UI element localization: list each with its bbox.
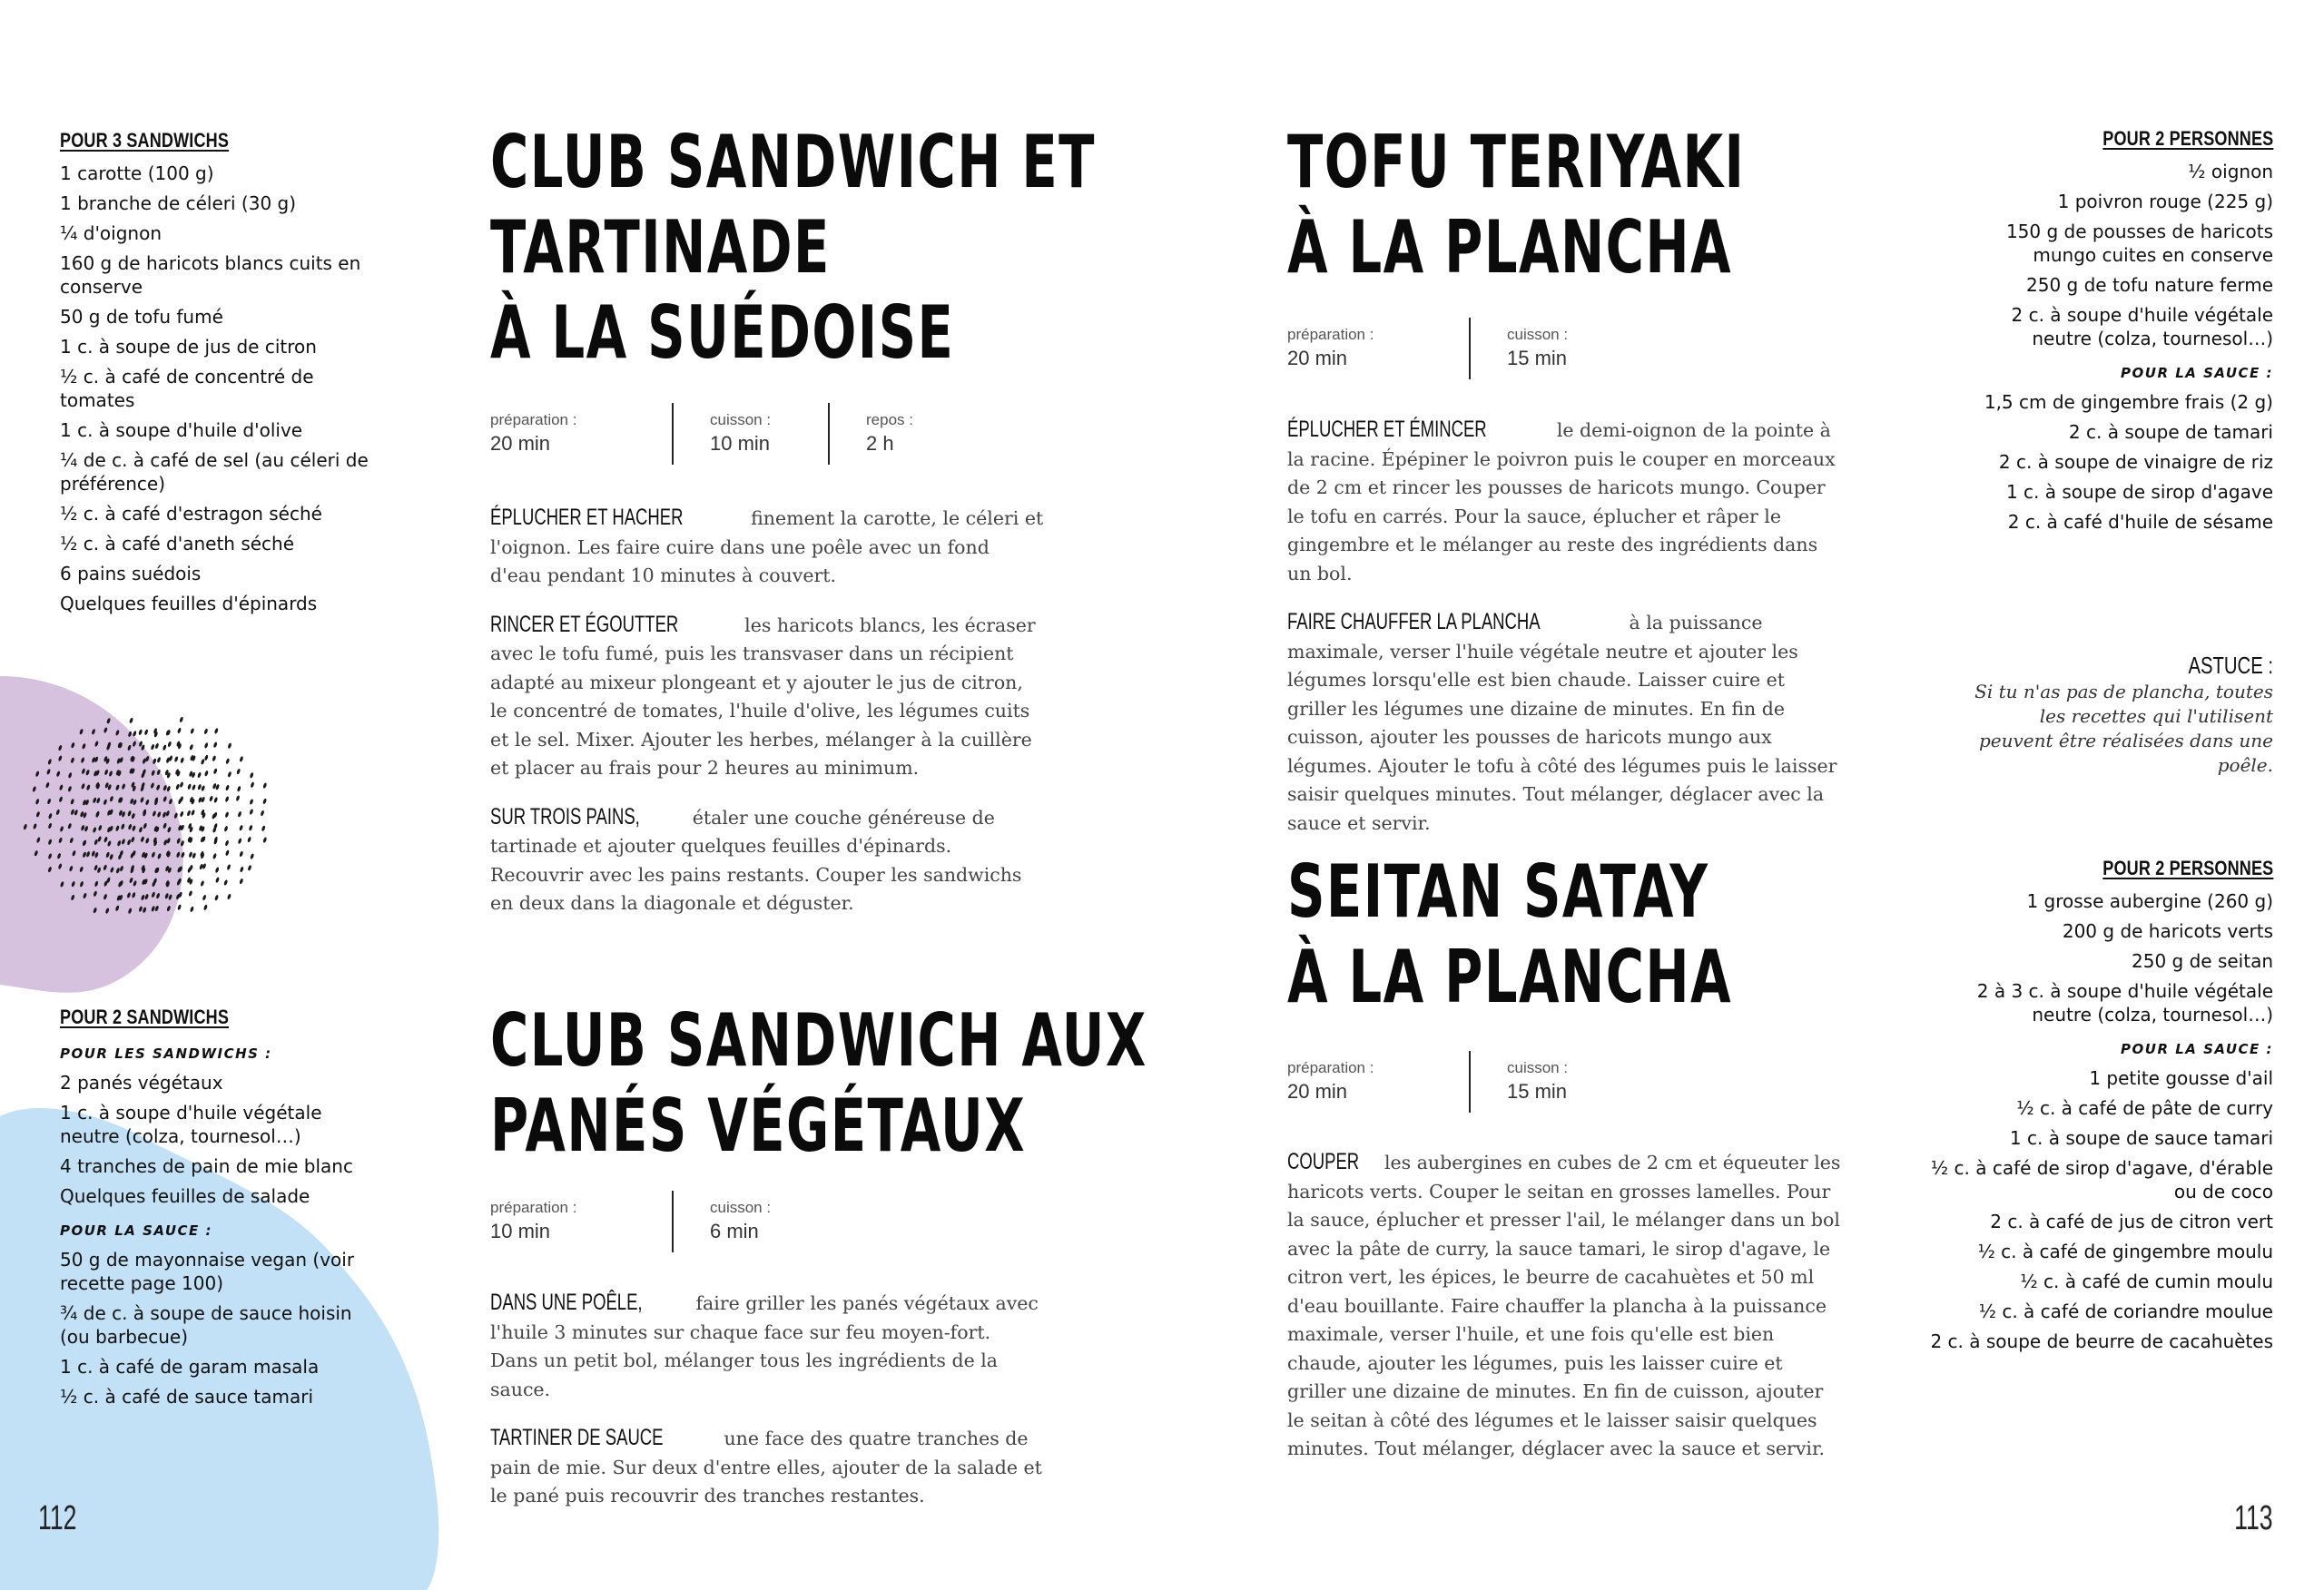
ingredient-item: 1 c. à soupe de sirop d'agave	[2005, 481, 2273, 503]
title-line: TARTINADE	[490, 205, 831, 290]
step-text: les haricots blancs, les écraser avec le tofu fumé, puis les transvaser dans un récipient adapté au mixeur plongeant et y ajouter le jus de citron, le concentré de tomates, l'huile d'olive, les légumes cuits et le sel. Mixer. Ajouter les herbes, mélanger à la cuillère et placer au frais pour 2 heures au minimum.	[490, 613, 1036, 779]
ingredient-item: 250 g de tofu nature ferme	[2026, 274, 2273, 296]
ingredients-subheader: POUR LA SAUCE :	[2121, 1041, 2273, 1057]
meta-label: préparation :	[1287, 326, 1374, 343]
ingredient-item: 4 tranches de pain de mie blanc	[60, 1155, 353, 1177]
ingredient-item: 2 à 3 c. à soupe d'huile végétale neutre (colza, tournesol…)	[1976, 980, 2273, 1026]
ingredients-list	[60, 1071, 378, 1208]
meta-value: 20 min	[1287, 1080, 1348, 1103]
ingredient-item: 1 petite gousse d'ail	[2089, 1067, 2273, 1089]
recipe-title-tofu	[1287, 120, 1745, 290]
ingredient-item: ¾ de c. à soupe de sauce hoisin (ou barbecue)	[60, 1302, 352, 1348]
meta-cell	[1287, 1051, 1469, 1113]
ingredient-item: ½ oignon	[2188, 161, 2273, 182]
recipe-title-seitan	[1287, 849, 1732, 1020]
ingredient-item: 250 g de seitan	[2132, 950, 2273, 972]
recipe-meta-tofu	[1287, 318, 1625, 379]
recipe-meta-seitan	[1287, 1051, 1625, 1113]
recipe-step	[1287, 416, 1846, 588]
tip-box	[1965, 652, 2273, 778]
ingredients-tofu	[1946, 127, 2273, 540]
ingredients-swedish	[60, 129, 369, 622]
meta-cell	[828, 403, 984, 465]
ingredients-subheader: POUR LA SAUCE :	[2121, 365, 2273, 381]
ingredient-item: 1 carotte (100 g)	[60, 162, 214, 184]
meta-cell	[1287, 318, 1469, 379]
ingredients-header: POUR 2 PERSONNES	[2102, 857, 2273, 879]
recipe-steps-panes	[490, 1289, 1044, 1531]
title-line: CLUB SANDWICH ET	[490, 120, 1096, 204]
title-line: À LA SUÉDOISE	[490, 290, 955, 375]
meta-cell	[672, 1191, 828, 1252]
purple-circle-shape	[0, 676, 183, 993]
meta-value: 15 min	[1507, 347, 1568, 369]
meta-label: cuisson :	[710, 1199, 772, 1216]
ingredient-item: ½ c. à café de sirop d'agave, d'érable ou de coco	[1930, 1157, 2273, 1202]
step-lead: SUR TROIS PAINS,	[490, 803, 640, 829]
step-text: les aubergines en cubes de 2 cm et équeuter les haricots verts. Couper le seitan en grosses lamelles. Pour la sauce, éplucher et presser l'ail, le mélanger dans un bol avec la pâte de curry, la sauce tamari, le sirop d'agave, le citron vert, les épices, le beurre de cacahuètes et 50 ml d'eau bouillante. Faire chauffer la plancha à la puissance maximale, verser l'huile, et une fois qu'elle est bien chaude, ajouter les légumes, puis les laisser cuire et griller une dizaine de minutes. En fin de cuisson, ajouter le seitan à côté des légumes et le laisser saisir quelques minutes. Tout mélanger, déglacer avec la sauce et servir.	[1287, 1152, 1841, 1459]
step-text: le demi-oignon de la pointe à la racine. Épépiner le poivron puis le couper en morceaux de 2 cm et rincer les pousses de haricots mungo. Couper le tofu en carrés. Pour la sauce, éplucher et râper le gingembre et le mélanger au reste des ingrédients dans un bol.	[1287, 419, 1836, 584]
ingredient-item: 1 poivron rouge (225 g)	[2057, 191, 2273, 212]
step-lead: TARTINER DE SAUCE	[490, 1425, 664, 1450]
title-line: À LA PLANCHA	[1287, 935, 1733, 1019]
ingredients-list	[1946, 390, 2273, 534]
ingredient-item: 2 c. à café d'huile de sésame	[2007, 511, 2273, 533]
meta-cell	[1469, 318, 1625, 379]
title-line: CLUB SANDWICH AUX	[490, 998, 1147, 1083]
recipe-step	[490, 1424, 1044, 1511]
ingredient-item: ½ c. à café de coriandre moulue	[1978, 1300, 2273, 1322]
step-lead: ÉPLUCHER ET ÉMINCER	[1287, 417, 1487, 442]
ingredient-item: ¼ de c. à café de sel (au céleri de préférence)	[60, 449, 369, 495]
step-text: faire griller les panés végétaux avec l'huile 3 minutes sur chaque face sur feu moyen-fort. Dans un petit bol, mélanger tous les ingrédients de la sauce.	[490, 1292, 1039, 1400]
meta-label: cuisson :	[1507, 326, 1569, 343]
ingredient-item: ½ c. à café de concentré de tomates	[60, 366, 314, 411]
recipe-step	[1287, 1148, 1846, 1464]
meta-cell	[490, 403, 672, 465]
meta-label: préparation :	[1287, 1059, 1374, 1076]
ingredients-list	[60, 1248, 378, 1408]
meta-label: repos :	[866, 411, 913, 428]
ingredient-item: 2 c. à soupe de vinaigre de riz	[1998, 451, 2273, 473]
step-lead: ÉPLUCHER ET HACHER	[490, 505, 684, 530]
recipe-meta-swedish	[490, 403, 984, 465]
ingredient-item: 1 c. à soupe d'huile d'olive	[60, 419, 303, 441]
meta-cell	[490, 1191, 672, 1252]
recipe-step	[490, 1289, 1044, 1404]
ingredient-item: 160 g de haricots blancs cuits en conserve	[60, 252, 361, 298]
step-text: une face des quatre tranches de pain de mie. Sur deux d'entre elles, ajouter de la salade et le pané puis recouvrir des tranches restantes.	[490, 1428, 1042, 1507]
ingredient-item: 2 c. à café de jus de citron vert	[1990, 1211, 2273, 1232]
recipe-steps-tofu	[1287, 416, 1846, 858]
ingredient-item: 2 panés végétaux	[60, 1072, 223, 1094]
ingredient-item: ½ c. à café d'aneth séché	[60, 533, 295, 555]
recipe-step	[490, 611, 1044, 783]
title-line: PANÉS VÉGÉTAUX	[490, 1084, 1027, 1168]
meta-cell	[672, 403, 828, 465]
step-text: étaler une couche généreuse de tartinade et ajouter quelques feuilles d'épinards. Recouvrir avec les pains restants. Couper les sandwichs en deux dans la diagonale et déguster.	[490, 806, 1022, 914]
ingredient-item: ½ c. à café d'estragon séché	[60, 503, 322, 525]
ingredients-list	[1928, 1066, 2273, 1353]
tip-text: Si tu n'as pas de plancha, toutes les recettes qui l'utilisent peuvent être réalisées dans une poêle.	[1974, 681, 2273, 776]
ingredients-header: POUR 2 SANDWICHS	[60, 1006, 230, 1028]
ingredient-item: 1 c. à soupe de jus de citron	[60, 336, 317, 358]
meta-value: 10 min	[490, 1220, 551, 1242]
title-line: SEITAN SATAY	[1287, 849, 1709, 934]
ingredient-item: 1 c. à café de garam masala	[60, 1356, 320, 1378]
meta-cell	[1469, 1051, 1625, 1113]
ingredient-item: 2 c. à soupe de tamari	[2068, 421, 2273, 443]
ingredients-list	[60, 162, 369, 615]
ingredients-panes	[60, 1006, 378, 1415]
meta-value: 10 min	[710, 432, 771, 455]
recipe-step	[490, 504, 1044, 591]
step-lead: FAIRE CHAUFFER LA PLANCHA	[1287, 609, 1541, 634]
ingredients-header: POUR 2 PERSONNES	[2102, 127, 2273, 150]
ingredient-item: 1 grosse aubergine (260 g)	[2026, 890, 2273, 912]
recipe-title-panes	[490, 998, 1147, 1169]
title-line: À LA PLANCHA	[1287, 205, 1733, 290]
meta-label: cuisson :	[710, 411, 772, 428]
meta-value: 20 min	[1287, 347, 1348, 369]
step-text: à la puissance maximale, verser l'huile végétale neutre et ajouter les légumes lorsqu'elle est bien chaude. Laisser cuire et griller les légumes une dizaine de minutes. En fin de cuisson, ajouter les pousses de haricots mungo aux légumes. Ajouter le tofu à côté des légumes puis le laisser saisir quelques minutes. Tout mélanger, déglacer avec la sauce et servir.	[1287, 612, 1837, 834]
meta-value: 15 min	[1507, 1080, 1568, 1103]
ingredients-seitan	[1928, 857, 2273, 1359]
step-text: finement la carotte, le céleri et l'oignon. Les faire cuire dans une poêle avec un fond d'eau pendant 10 minutes à couvert.	[490, 507, 1044, 586]
ingredient-item: Quelques feuilles de salade	[60, 1185, 310, 1207]
ingredient-item: 150 g de pousses de haricots mungo cuites en conserve	[2005, 221, 2273, 266]
ingredient-item: 6 pains suédois	[60, 563, 202, 584]
step-lead: RINCER ET ÉGOUTTER	[490, 611, 679, 637]
recipe-step	[1287, 608, 1846, 838]
ingredient-item: 2 c. à soupe de beurre de cacahuètes	[1930, 1330, 2273, 1352]
ingredient-item: ½ c. à café de cumin moulu	[2020, 1271, 2273, 1292]
recipe-step	[490, 803, 1044, 918]
ingredients-list	[1928, 889, 2273, 1026]
ingredients-list	[1946, 160, 2273, 350]
ingredient-item: 1 c. à soupe d'huile végétale neutre (colza, tournesol…)	[60, 1102, 322, 1147]
ingredient-item: ½ c. à café de pâte de curry	[2016, 1097, 2273, 1119]
ingredient-item: 50 g de tofu fumé	[60, 306, 223, 328]
recipe-steps-seitan	[1287, 1148, 1846, 1484]
ingredient-item: 1,5 cm de gingembre frais (2 g)	[1984, 391, 2273, 413]
recipe-steps-swedish	[490, 504, 1044, 938]
ingredient-item: ½ c. à café de gingembre moulu	[1977, 1241, 2273, 1262]
ingredient-item: 200 g de haricots verts	[2062, 920, 2273, 942]
meta-label: cuisson :	[1507, 1059, 1569, 1076]
ingredient-item: 1 c. à soupe de sauce tamari	[2009, 1127, 2273, 1149]
recipe-meta-panes	[490, 1191, 828, 1252]
recipe-title-swedish	[490, 120, 1096, 376]
step-lead: DANS UNE POÊLE,	[490, 1290, 643, 1315]
meta-label: préparation :	[490, 1199, 577, 1216]
ingredient-item: ¼ d'oignon	[60, 222, 162, 244]
ingredients-header: POUR 3 SANDWICHS	[60, 129, 230, 152]
page-number-right: 113	[2234, 1499, 2273, 1537]
ingredients-subheader: POUR LA SAUCE :	[60, 1222, 212, 1239]
title-line: TOFU TERIYAKI	[1287, 120, 1746, 204]
ingredients-subheader: POUR LES SANDWICHS :	[60, 1045, 272, 1062]
meta-value: 20 min	[490, 432, 551, 455]
tip-header: ASTUCE :	[2188, 652, 2273, 679]
ingredient-item: 2 c. à soupe d'huile végétale neutre (colza, tournesol…)	[2011, 304, 2273, 349]
ingredient-item: 1 branche de céleri (30 g)	[60, 192, 297, 214]
ingredient-item: 50 g de mayonnaise vegan (voir recette page 100)	[60, 1249, 355, 1294]
ingredient-item: Quelques feuilles d'épinards	[60, 593, 318, 614]
step-lead: COUPER	[1287, 1149, 1360, 1174]
meta-label: préparation :	[490, 411, 577, 428]
ingredient-item: ½ c. à café de sauce tamari	[60, 1386, 314, 1408]
meta-value: 6 min	[710, 1220, 759, 1242]
page-number-left: 112	[38, 1499, 77, 1537]
meta-value: 2 h	[866, 432, 894, 455]
